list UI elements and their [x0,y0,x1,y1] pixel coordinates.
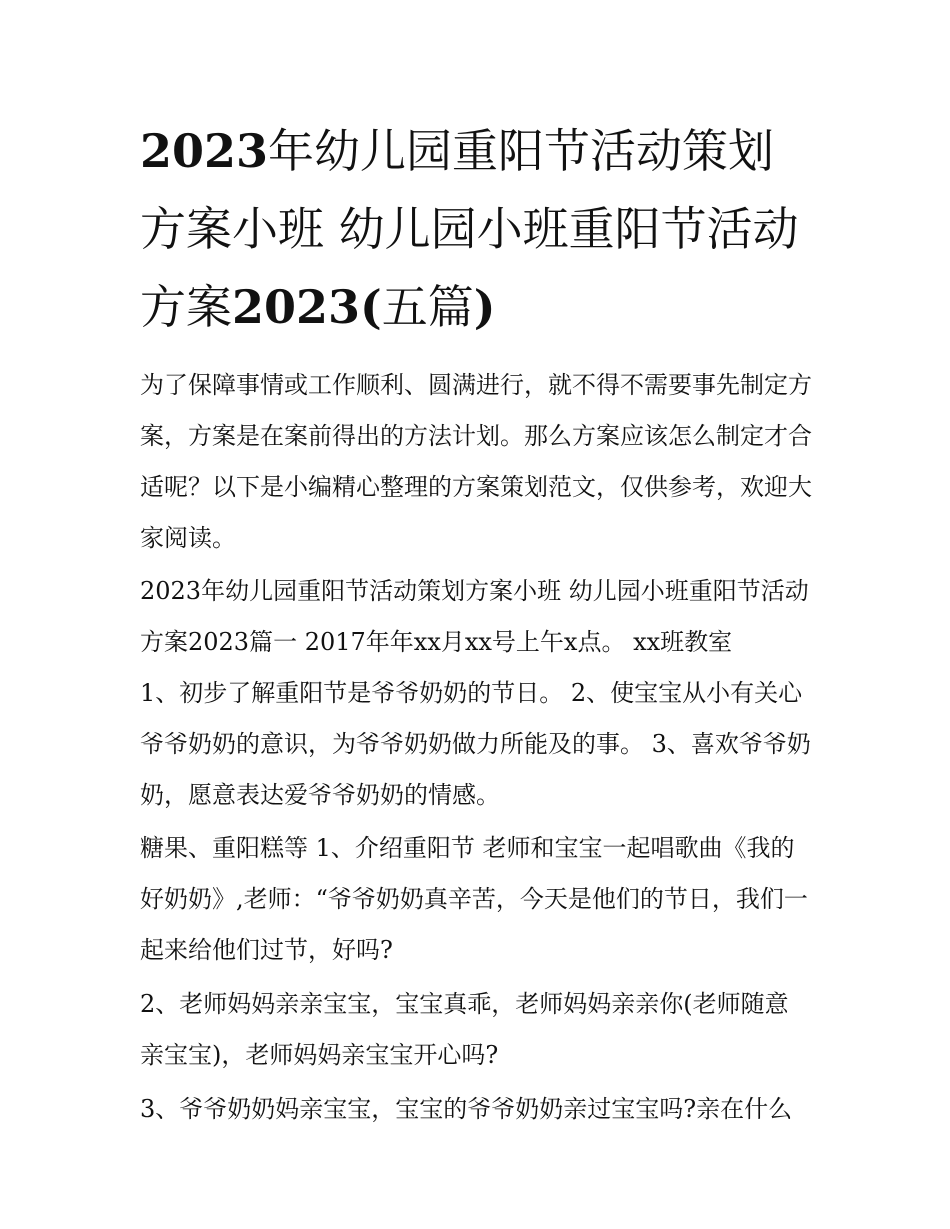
step-3-paragraph: 3、爷爷奶奶妈亲宝宝，宝宝的爷爷奶奶亲过宝宝吗?亲在什么 [140,1095,793,1123]
plan-header-paragraph: 2023年幼儿园重阳节活动策划方案小班 幼儿园小班重阳节活动方案2023篇一 2017年年xx月xx号上午x点。 xx班教室 [140,577,809,656]
preparation-paragraph: 糖果、重阳糕等 1、介绍重阳节 老师和宝宝一起唱歌曲《我的好奶奶》,老师：“爷爷奶奶真辛苦，今天是他们的节日，我们一起来给他们过节，好吗? [140,834,808,964]
title-main: 年幼儿园重阳节活动策划方案小班 幼儿园小班重阳节活动方案 [140,124,799,334]
document-title [140,112,812,346]
step-2-paragraph: 2、老师妈妈亲亲宝宝，宝宝真乖，老师妈妈亲亲你(老师随意亲宝宝)，老师妈妈亲宝宝开心吗? [140,990,789,1069]
title-count: 五篇 [381,280,474,334]
title-year: 2023 [140,124,269,178]
document-body [140,112,812,1135]
intro-paragraph: 为了保障事情或工作顺利、圆满进行，就不得不需要事先制定方案，方案是在案前得出的方法计划。那么方案应该怎么制定才合适呢？以下是小编精心整理的方案策划范文，仅供参考，欢迎大家阅读。 [140,371,812,552]
title-year-suffix: 2023( [232,280,382,334]
title-close-paren: ) [473,280,496,334]
goals-paragraph: 1、初步了解重阳节是爷爷奶奶的节日。 2、使宝宝从小有关心爷爷奶奶的意识，为爷爷奶奶做力所能及的事。 3、喜欢爷爷奶奶，愿意表达爱爷爷奶奶的情感。 [140,679,811,809]
